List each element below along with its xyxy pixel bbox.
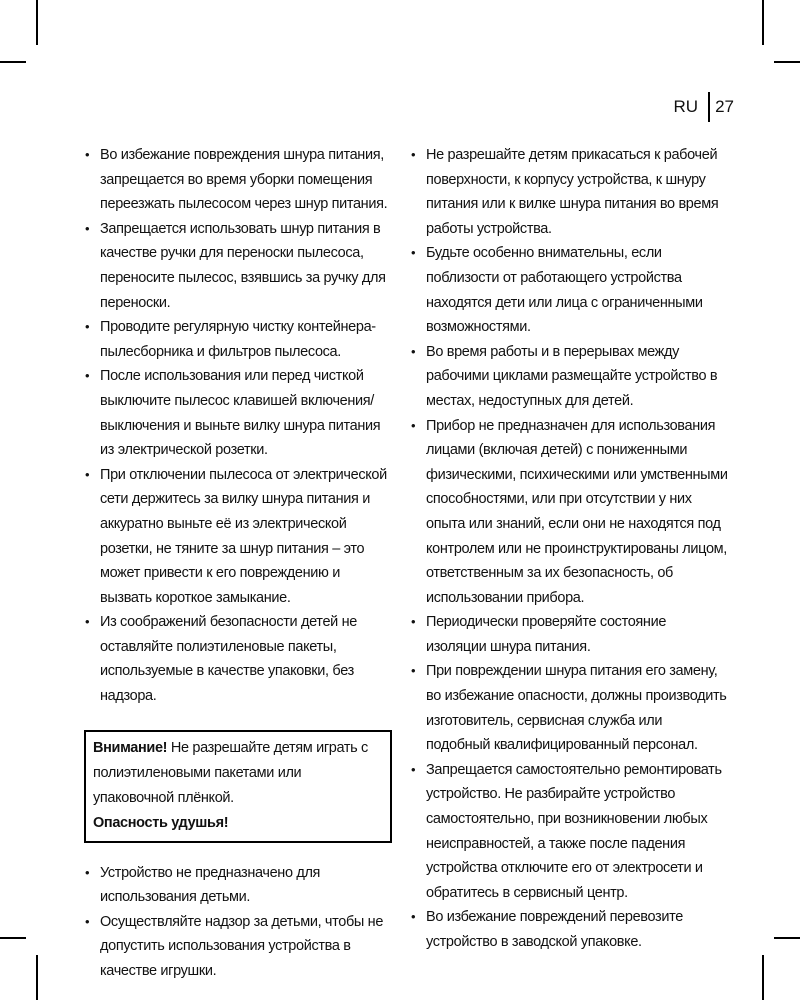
crop-mark-top-left-v	[36, 0, 38, 45]
warning-text: Не разрешайте детям играть с полиэтиленовыми пакетами или упаковочной плёнкой.	[93, 739, 368, 806]
list-item: • При повреждении шнура питания его замену, во избежание опасности, должны производить изготовитель, сервисная служба или подобный квалифицированный персонал.	[410, 659, 728, 757]
danger-label: Опасность удушья!	[93, 814, 229, 831]
crop-mark-top-right-v	[762, 0, 764, 45]
list-item: • Проводите регулярную чистку контейнера-пылесборника и фильтров пылесоса.	[84, 315, 392, 364]
list-item: • Во избежание повреждения шнура питания, запрещается во время уборки помещения переезжать пылесосом через шнур питания.	[84, 143, 392, 217]
left-bullet-list-bottom	[84, 861, 392, 984]
list-item: • Будьте особенно внимательны, если поблизости от работающего устройства находятся дети или лица с ограниченными возможностями.	[410, 241, 728, 339]
list-item: • Периодически проверяйте состояние изоляции шнура питания.	[410, 610, 728, 659]
page-number: 27	[715, 97, 734, 116]
list-item: • При отключении пылесоса от электрической сети держитесь за вилку шнура питания и аккуратно выньте её из электрической розетки, не тяните за шнур питания – это может привести к его повреждению и вызвать короткое замыкание.	[84, 463, 392, 611]
warning-box	[84, 730, 392, 843]
crop-mark-top-left-h	[0, 61, 26, 63]
list-item: • Устройство не предназначено для использования детьми.	[84, 861, 392, 910]
crop-mark-bottom-right-v	[762, 955, 764, 1000]
list-item: • Во избежание повреждений перевозите устройство в заводской упаковке.	[410, 905, 728, 954]
right-column	[410, 143, 728, 955]
left-column	[84, 143, 392, 984]
right-bullet-list	[410, 143, 728, 955]
header-divider	[708, 92, 710, 122]
list-item: • Во время работы и в перерывах между рабочими циклами размещайте устройство в местах, недоступных для детей.	[410, 340, 728, 414]
list-item: • После использования или перед чисткой выключите пылесос клавишей включения/выключения и выньте вилку шнура питания из электрической розетки.	[84, 364, 392, 462]
language-code: RU	[673, 97, 699, 116]
left-bullet-list-top	[84, 143, 392, 709]
page-header	[674, 92, 734, 122]
list-item: • Из соображений безопасности детей не оставляйте полиэтиленовые пакеты, используемые в качестве упаковки, без надзора.	[84, 610, 392, 708]
list-item: • Осуществляйте надзор за детьми, чтобы не допустить использования устройства в качестве игрушки.	[84, 910, 392, 984]
warning-label: Внимание!	[93, 739, 168, 756]
crop-mark-top-right-h	[774, 61, 800, 63]
list-item: • Запрещается использовать шнур питания в качестве ручки для переноски пылесоса, переносите пылесос, взявшись за ручку для переноски.	[84, 217, 392, 315]
crop-mark-bottom-left-v	[36, 955, 38, 1000]
crop-mark-bottom-right-h	[774, 937, 800, 939]
list-item: • Запрещается самостоятельно ремонтировать устройство. Не разбирайте устройство самостоятельно, при возникновении любых неисправностей, а также после падения устройства отключите его от электросети и обратитесь в сервисный центр.	[410, 758, 728, 906]
list-item: • Не разрешайте детям прикасаться к рабочей поверхности, к корпусу устройства, к шнуру питания или к вилке шнура питания во время работы устройства.	[410, 143, 728, 241]
list-item: • Прибор не предназначен для использования лицами (включая детей) с пониженными физическими, психическими или умственными способностями, или при отсутствии у них опыта или знаний, если они не находятся под контролем или не проинструктированы лицом, ответственным за их безопасность, об использовании прибора.	[410, 414, 728, 611]
crop-mark-bottom-left-h	[0, 937, 26, 939]
